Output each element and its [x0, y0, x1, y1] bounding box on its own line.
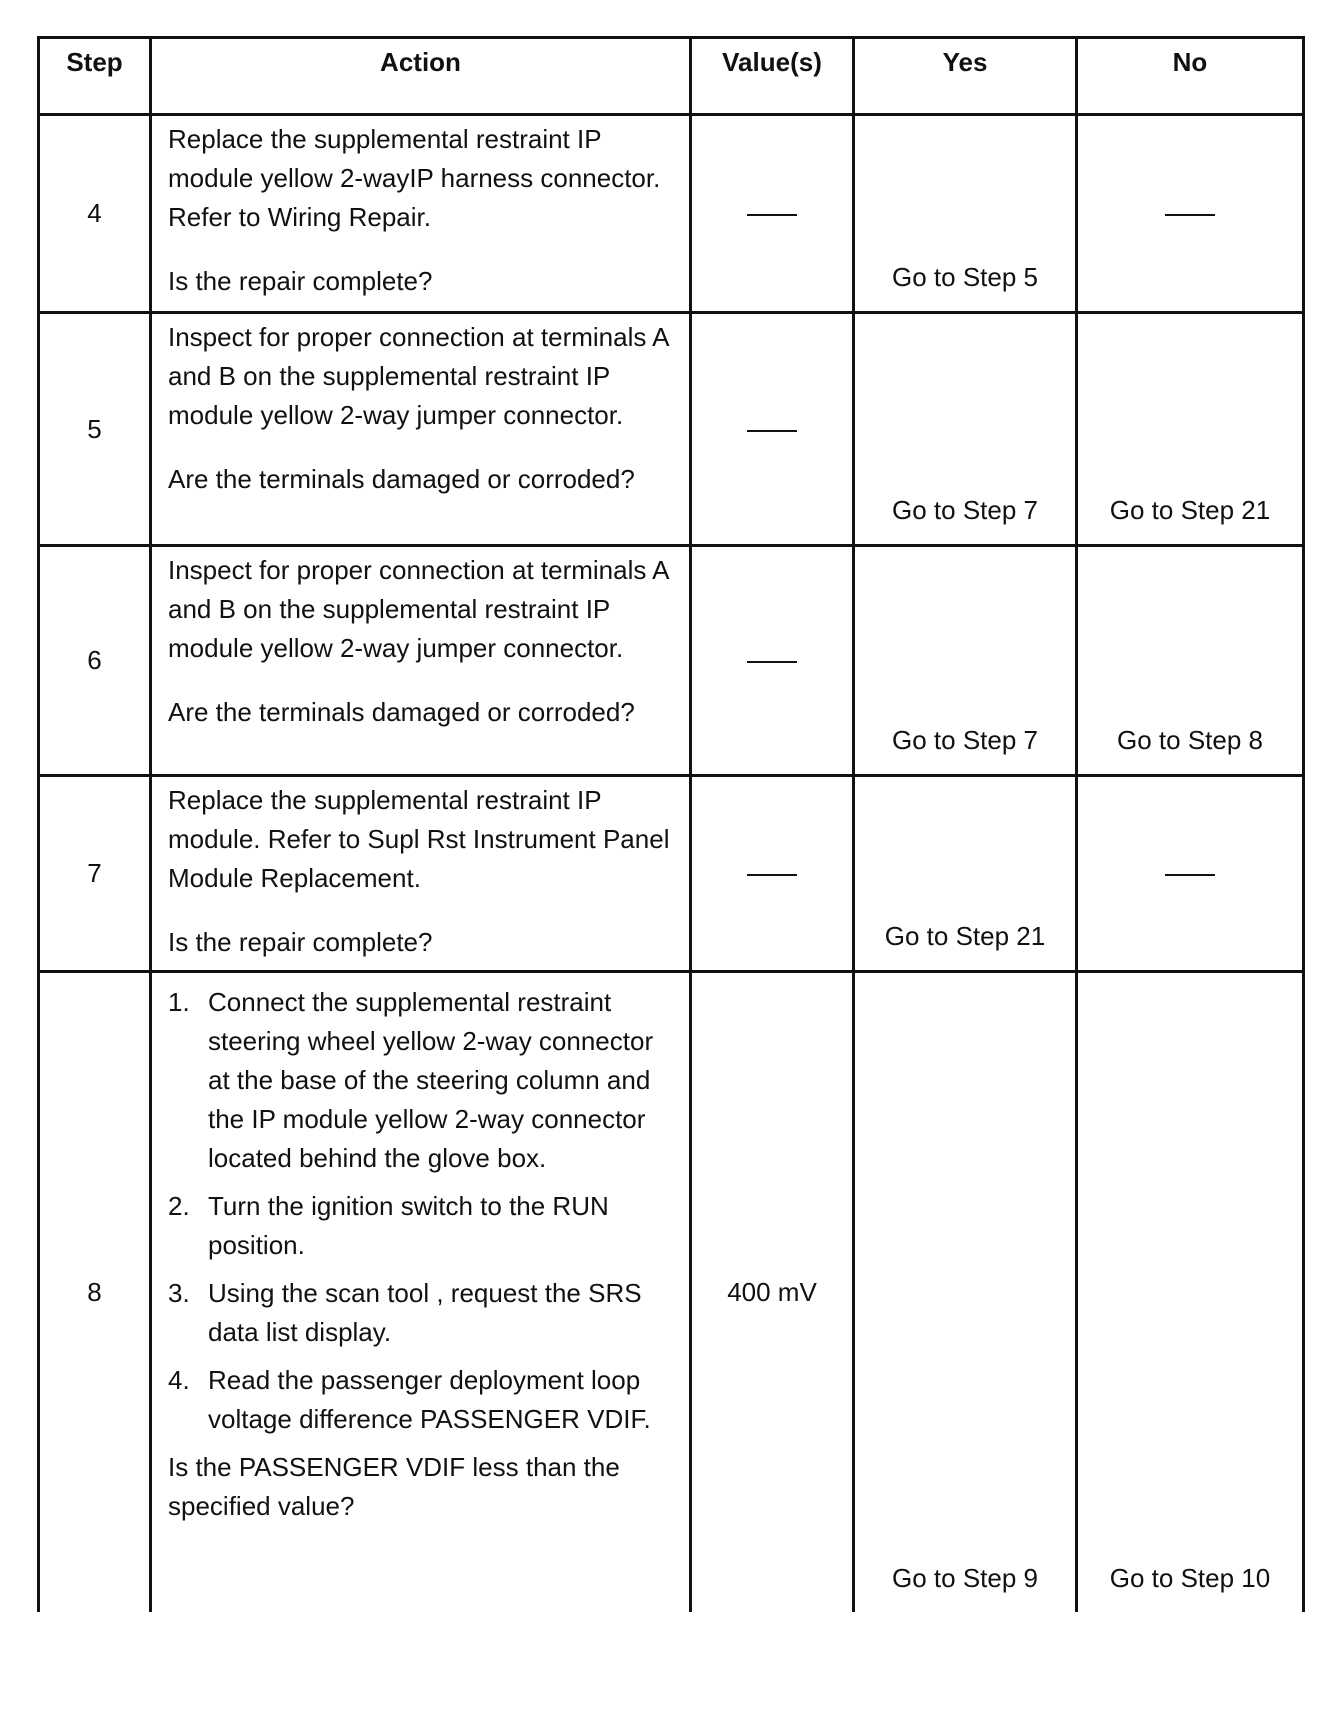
dash-mark	[747, 430, 797, 432]
table-row	[39, 776, 1304, 972]
yes-cell: Go to Step 5	[854, 115, 1077, 313]
action-question: Are the terminals damaged or corroded?	[168, 464, 635, 494]
list-item-text: Read the passenger deployment loop voltage difference PASSENGER VDIF.	[208, 1365, 651, 1434]
action-text: Replace the supplemental restraint IP module. Refer to Supl Rst Instrument Panel Module Replacement.	[168, 785, 670, 893]
list-item-text: Turn the ignition switch to the RUN position.	[208, 1191, 609, 1260]
yes-cell: Go to Step 9	[854, 972, 1077, 1612]
action-question: Is the PASSENGER VDIF less than the specified value?	[168, 1452, 620, 1521]
no-cell: Go to Step 8	[1077, 546, 1304, 776]
dash-mark	[747, 874, 797, 876]
list-item	[168, 1361, 671, 1439]
dash-mark	[747, 214, 797, 216]
list-item	[168, 1187, 671, 1265]
list-item	[168, 983, 671, 1178]
action-question: Are the terminals damaged or corroded?	[168, 697, 635, 727]
yes-cell: Go to Step 7	[854, 313, 1077, 546]
action-text: Inspect for proper connection at terminals A and B on the supplemental restraint IP module yellow 2-way jumper connector.	[168, 555, 669, 663]
action-cell	[151, 776, 691, 972]
header-values: Value(s)	[691, 38, 854, 115]
dash-mark	[747, 661, 797, 663]
step-number: 6	[39, 546, 151, 776]
value-cell	[691, 776, 854, 972]
yes-cell: Go to Step 7	[854, 546, 1077, 776]
no-cell	[1077, 115, 1304, 313]
header-action: Action	[151, 38, 691, 115]
diagnostic-table	[37, 36, 1305, 1612]
header-step: Step	[39, 38, 151, 115]
value-cell	[691, 115, 854, 313]
action-question: Is the repair complete?	[168, 266, 433, 296]
table-row	[39, 115, 1304, 313]
dash-mark	[1165, 874, 1215, 876]
header-row	[39, 38, 1304, 115]
no-cell: Go to Step 21	[1077, 313, 1304, 546]
header-no: No	[1077, 38, 1304, 115]
table-row	[39, 313, 1304, 546]
list-item-text: Using the scan tool , request the SRS data list display.	[208, 1278, 642, 1347]
action-cell	[151, 115, 691, 313]
action-cell	[151, 546, 691, 776]
step-number: 8	[39, 972, 151, 1612]
list-item-text: Connect the supplemental restraint steering wheel yellow 2-way connector at the base of the steering column and the IP module yellow 2-way connector located behind the glove box.	[208, 987, 654, 1173]
list-item-number: 2.	[168, 1191, 190, 1221]
action-question: Is the repair complete?	[168, 927, 433, 957]
yes-cell: Go to Step 21	[854, 776, 1077, 972]
action-text: Replace the supplemental restraint IP module yellow 2-wayIP harness connector. Refer to Wiring Repair.	[168, 124, 661, 232]
list-item-number: 4.	[168, 1365, 190, 1395]
action-cell	[151, 313, 691, 546]
step-number: 5	[39, 313, 151, 546]
no-cell: Go to Step 10	[1077, 972, 1304, 1612]
action-cell	[151, 972, 691, 1612]
value-cell	[691, 546, 854, 776]
step-number: 4	[39, 115, 151, 313]
no-cell	[1077, 776, 1304, 972]
table-row	[39, 546, 1304, 776]
step-number: 7	[39, 776, 151, 972]
value-cell	[691, 313, 854, 546]
list-item-number: 1.	[168, 987, 190, 1017]
action-text: Inspect for proper connection at terminals A and B on the supplemental restraint IP module yellow 2-way jumper connector.	[168, 322, 669, 430]
procedure-list	[168, 983, 671, 1439]
value-cell: 400 mV	[691, 972, 854, 1612]
list-item-number: 3.	[168, 1278, 190, 1308]
dash-mark	[1165, 214, 1215, 216]
list-item	[168, 1274, 671, 1352]
table-row	[39, 972, 1304, 1612]
header-yes: Yes	[854, 38, 1077, 115]
